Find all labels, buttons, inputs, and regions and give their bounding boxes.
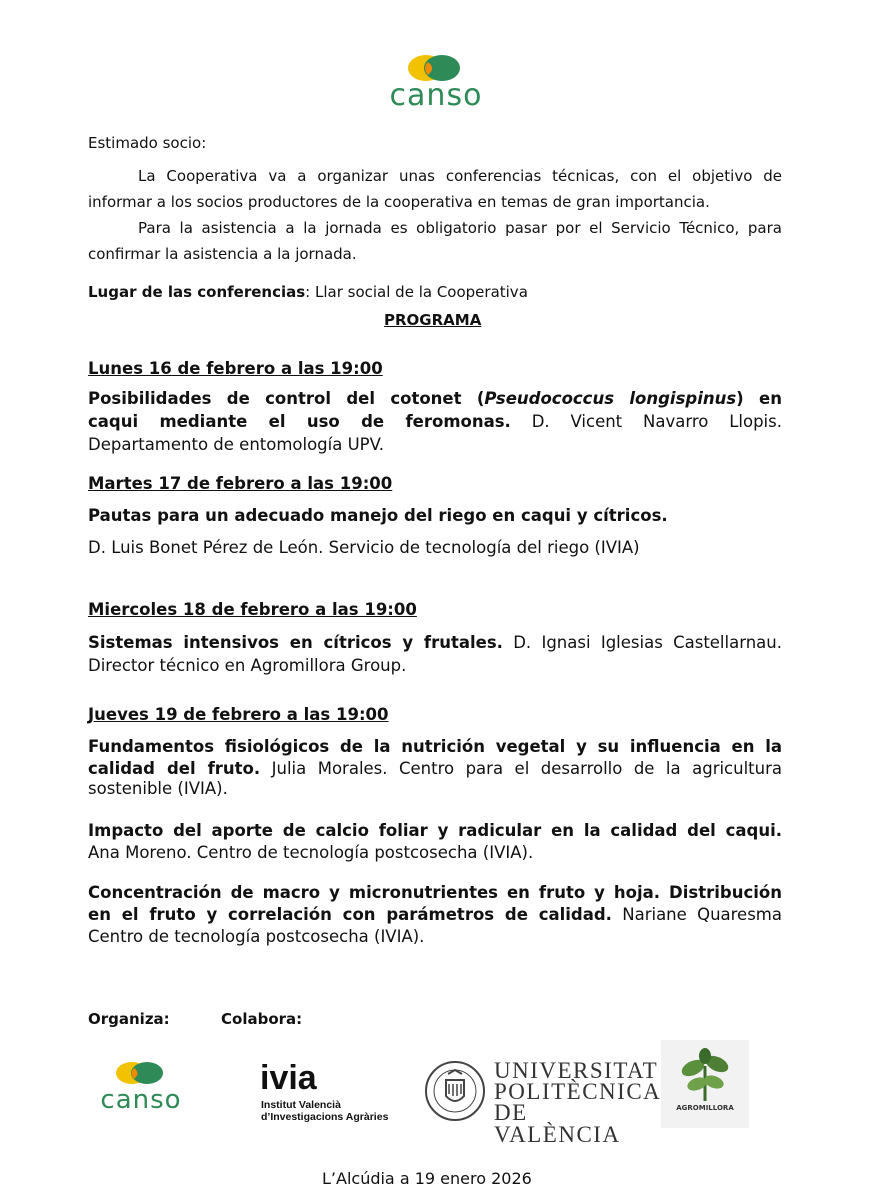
upv-seal-icon (424, 1060, 486, 1122)
greeting: Estimado socio: (88, 134, 207, 152)
day4-talk2-line-2: Ana Moreno. Centro de tecnología postcosecha (IVIA). (88, 843, 534, 862)
ivia-logo (260, 1059, 390, 1126)
day4-talk3-line-3: Centro de tecnología postcosecha (IVIA). (88, 927, 425, 946)
day3-line-1: Sistemas intensivos en cítricos y frutales. D. Ignasi Iglesias Castellarnau. (88, 633, 782, 652)
date-line: L’Alcúdia a 19 enero 2026 (322, 1169, 532, 1188)
ivia-logo-sub2: d’Investigacions Agràries (261, 1111, 389, 1123)
upv-line-1: UNIVERSITAT (494, 1058, 659, 1083)
paragraph-2-line-2: confirmar la asistencia a la jornada. (88, 245, 357, 263)
paragraph-1-line-1: La Cooperativa va a organizar unas conferencias técnicas, con el objetivo de (138, 167, 782, 185)
day3-line-2: Director técnico en Agromillora Group. (88, 656, 407, 675)
canso-header-logo-text: canso (389, 78, 483, 113)
day4-talk1-line-2: calidad del fruto. Julia Morales. Centro para el desarrollo de la agricultura (88, 759, 782, 778)
venue-line (88, 283, 528, 301)
day4-talk1-line-1: Fundamentos fisiológicos de la nutrición vegetal y su influencia en la (88, 737, 782, 756)
canso-footer-logo (86, 1058, 196, 1116)
day2-speaker: D. Luis Bonet Pérez de León. Servicio de tecnología del riego (IVIA) (88, 538, 640, 557)
day2-heading: Martes 17 de febrero a las 19:00 (88, 474, 393, 493)
day2-title: Pautas para un adecuado manejo del riego en caqui y cítricos. (88, 506, 668, 525)
day1-line-2: caqui mediante el uso de feromonas. D. Vicent Navarro Llopis. (88, 412, 782, 431)
colabora-label: Colabora: (221, 1010, 303, 1028)
program-title: PROGRAMA (384, 311, 482, 329)
day4-heading: Jueves 19 de febrero a las 19:00 (88, 705, 389, 724)
day1-line-3: Departamento de entomología UPV. (88, 435, 385, 454)
day1-line-1: Posibilidades de control del cotonet (Pseudococcus longispinus) en (88, 389, 782, 408)
day4-talk3-line-2: en el fruto y correlación con parámetros de calidad. Nariane Quaresma (88, 905, 782, 924)
day4-talk1-line-3: sostenible (IVIA). (88, 779, 228, 798)
paragraph-1-line-2: informar a los socios productores de la cooperativa en temas de gran importancia. (88, 193, 710, 211)
organiza-label: Organiza: (88, 1010, 170, 1028)
upv-logo (424, 1058, 662, 1147)
venue-label: Lugar de las conferencias (88, 283, 306, 301)
agromillora-logo-text: AGROMILLORA (676, 1104, 734, 1112)
upv-line-3: DE VALÈNCIA (494, 1100, 621, 1147)
day1-heading: Lunes 16 de febrero a las 19:00 (88, 359, 383, 378)
day4-talk2-line-1: Impacto del aporte de calcio foliar y radicular en la calidad del caqui. (88, 821, 782, 840)
venue-value: : Llar social de la Cooperativa (305, 283, 528, 301)
canso-footer-logo-text: canso (100, 1085, 182, 1115)
canso-header-logo (376, 50, 496, 114)
ivia-logo-text: ivia (260, 1059, 317, 1097)
upv-line-2: POLITÈCNICA (494, 1079, 662, 1104)
agromillora-plant-icon (661, 1046, 749, 1106)
day3-heading: Miercoles 18 de febrero a las 19:00 (88, 600, 417, 619)
day4-talk3-line-1: Concentración de macro y micronutrientes en fruto y hoja. Distribución (88, 883, 782, 902)
paragraph-2-line-1: Para la asistencia a la jornada es obligatorio pasar por el Servicio Técnico, para (138, 219, 782, 237)
agromillora-logo (661, 1040, 749, 1128)
ivia-logo-sub1: Institut Valencià (261, 1099, 341, 1111)
